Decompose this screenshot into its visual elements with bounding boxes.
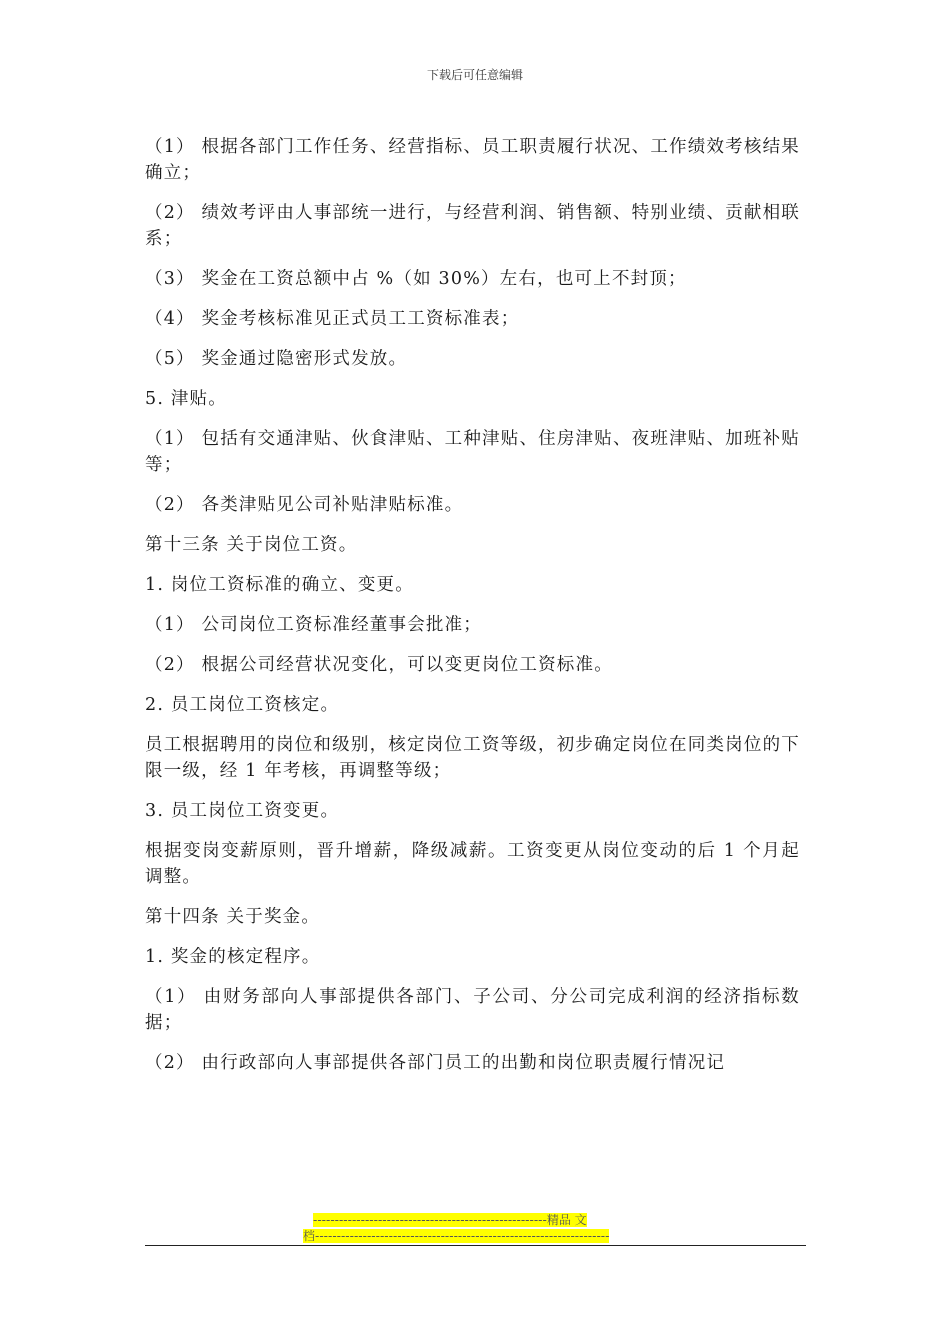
- article-heading: 第十四条 关于奖金。: [145, 907, 321, 927]
- paragraph: （2） 根据公司经营状况变化，可以变更岗位工资标准。: [145, 655, 613, 675]
- paragraph: （3） 奖金在工资总额中占 %（如 30%）左右，也可上不封顶；: [145, 269, 687, 289]
- section-heading: 5. 津贴。: [145, 389, 227, 409]
- section-heading: 3. 员工岗位工资变更。: [145, 801, 340, 821]
- section-heading: 1. 岗位工资标准的确立、变更。: [145, 575, 414, 595]
- section-heading: 2. 员工岗位工资核定。: [145, 695, 340, 715]
- page-header: 下载后可任意编辑: [426, 68, 523, 82]
- paragraph: （5） 奖金通过隐密形式发放。: [145, 349, 408, 369]
- paragraph: （1） 公司岗位工资标准经董事会批准；: [145, 615, 482, 635]
- article-heading: 第十三条 关于岗位工资。: [145, 535, 358, 555]
- paragraph: 根据变岗变薪原则，晋升增薪，降级减薪。工资变更从岗位变动的后 1 个月起调整。: [145, 841, 800, 887]
- footer-watermark-line-1: ------------------------------------------------------精品 文: [313, 1213, 587, 1227]
- paragraph: （2） 由行政部向人事部提供各部门员工的出勤和岗位职责履行情况记: [145, 1053, 726, 1073]
- paragraph: （4） 奖金考核标准见正式员工工资标准表；: [145, 309, 520, 329]
- paragraph: 员工根据聘用的岗位和级别，核定岗位工资等级，初步确定岗位在同类岗位的下限一级，经 1 年考核，再调整等级；: [145, 735, 800, 781]
- footer-divider: [145, 1245, 806, 1246]
- document-body: [145, 134, 800, 1090]
- paragraph: （2） 各类津贴见公司补贴津贴标准。: [145, 495, 464, 515]
- paragraph: （2） 绩效考评由人事部统一进行，与经营利润、销售额、特别业绩、贡献相联系；: [145, 203, 800, 249]
- section-heading: 1. 奖金的核定程序。: [145, 947, 321, 967]
- footer-watermark-line-2: 档--------------------------------------------------------------------: [303, 1229, 610, 1243]
- paragraph: （1） 由财务部向人事部提供各部门、子公司、分公司完成利润的经济指标数据；: [145, 987, 800, 1033]
- paragraph: （1） 包括有交通津贴、伙食津贴、工种津贴、住房津贴、夜班津贴、加班补贴等；: [145, 429, 800, 475]
- paragraph: （1） 根据各部门工作任务、经营指标、员工职责履行状况、工作绩效考核结果确立；: [145, 137, 800, 183]
